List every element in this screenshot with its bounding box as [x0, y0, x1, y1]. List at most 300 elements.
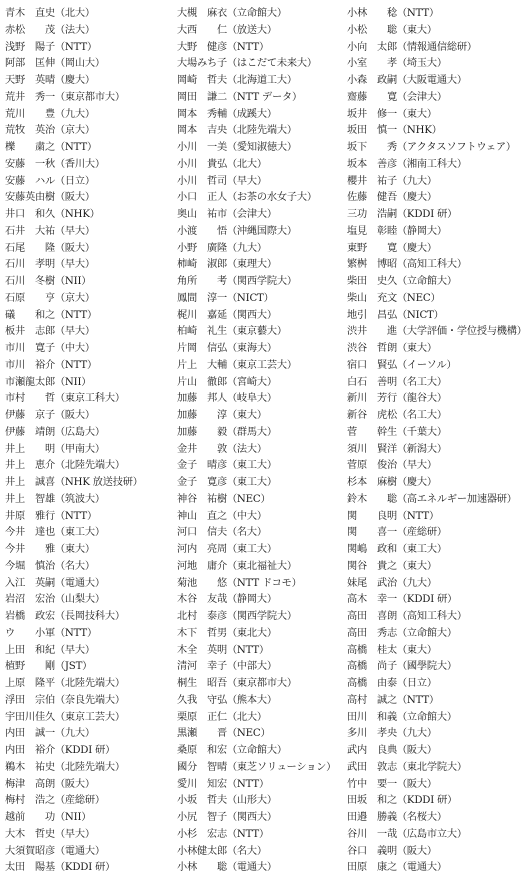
affiliation: （早大）: [54, 828, 95, 840]
affiliation: （東京都市大）: [54, 91, 125, 103]
person-name: 加藤 淳: [177, 410, 227, 421]
person-name: 井上 明: [5, 443, 55, 455]
affiliation: （NICT）: [226, 292, 274, 304]
affiliation: （阪大）: [54, 410, 95, 421]
person-name: 大木 哲史: [5, 828, 55, 840]
list-item: [5, 123, 177, 140]
list-item: [5, 56, 177, 73]
list-item: [5, 241, 177, 258]
affiliation: （沖縄国際大）: [226, 225, 297, 237]
affiliation: （NHK）: [396, 125, 442, 137]
list-item: [347, 458, 513, 475]
affiliation: （九大）: [54, 108, 95, 120]
person-name: 田邉 勝義: [347, 812, 397, 823]
person-name: 内田 裕介: [5, 745, 55, 756]
list-item: [177, 609, 347, 626]
affiliation: （長岡技科大）: [54, 611, 125, 622]
list-item: [5, 425, 177, 442]
person-name: ウ 小軍: [5, 627, 55, 639]
affiliation: （東北大）: [226, 627, 277, 639]
person-name: 市川 裕介: [5, 359, 55, 371]
person-name: 上原 隆平: [5, 678, 55, 689]
list-item: [5, 442, 177, 459]
list-item: [177, 492, 347, 509]
list-item: [177, 659, 347, 676]
list-item: [347, 257, 513, 274]
person-name: 関 喜一: [347, 527, 397, 539]
list-item: [177, 760, 347, 777]
list-item: [5, 559, 177, 576]
list-item: [347, 726, 513, 743]
list-item: [5, 341, 177, 358]
affiliation: （千葉大）: [396, 426, 447, 438]
person-name: 荒川 豊: [5, 108, 55, 120]
person-name: 桑原 和宏: [177, 745, 227, 756]
list-item: [5, 157, 177, 174]
person-name: 金子 晴彦: [177, 460, 227, 472]
person-name: 小尻 智子: [177, 812, 227, 823]
list-item: [177, 676, 347, 693]
list-item: [347, 391, 513, 408]
affiliation: （NTT）: [226, 644, 270, 656]
list-item: [177, 140, 347, 157]
list-item: [347, 107, 513, 124]
person-name: 塩見 彰睦: [347, 225, 397, 237]
list-item: [5, 90, 177, 107]
person-name: 菊池 悠: [177, 577, 227, 589]
affiliation: （イーソル）: [396, 359, 457, 371]
list-item: [347, 576, 513, 593]
list-item: [5, 391, 177, 408]
affiliation: （阪大）: [396, 745, 437, 756]
list-item: [347, 710, 513, 727]
list-item: [177, 174, 347, 191]
person-name: 高田 秀志: [347, 627, 397, 639]
person-name: 杉本 麻樹: [347, 477, 397, 488]
affiliation: （山形大）: [226, 795, 277, 807]
person-name: 田原 康之: [347, 862, 397, 874]
person-name: 市村 哲: [5, 393, 55, 405]
list-item: [5, 408, 177, 425]
affiliation: （東京藝大）: [226, 326, 287, 338]
list-item: [177, 408, 347, 425]
list-item: [177, 592, 347, 609]
person-name: 石川 冬樹: [5, 276, 55, 287]
affiliation: （静岡大）: [396, 225, 447, 237]
affiliation: （立命館大）: [396, 711, 457, 723]
list-item: [347, 40, 513, 57]
member-list: [5, 6, 527, 874]
affiliation: （東大）: [396, 343, 437, 354]
list-item: [177, 73, 347, 90]
affiliation: （九大）: [226, 242, 267, 254]
list-item: [347, 73, 513, 90]
affiliation: （名工大）: [396, 376, 447, 388]
list-item: [177, 308, 347, 325]
affiliation: （名工大）: [396, 410, 447, 421]
person-name: 田川 和義: [347, 711, 397, 723]
person-name: 柴田 史久: [347, 276, 397, 287]
person-name: 梅津 高朗: [5, 778, 55, 790]
affiliation: （九大）: [396, 577, 437, 589]
list-item: [177, 107, 347, 124]
person-name: 板井 志郎: [5, 326, 55, 338]
person-name: 繁桝 博昭: [347, 259, 397, 271]
person-name: 小坂 哲夫: [177, 795, 227, 807]
person-name: 安藤 ハル: [5, 175, 55, 187]
person-name: 梅村 浩之: [5, 795, 55, 807]
person-name: 栗原 正仁: [177, 711, 227, 723]
list-item: [347, 509, 513, 526]
affiliation: （北大）: [54, 8, 95, 19]
affiliation: （東大）: [54, 544, 95, 555]
affiliation: （広島大）: [54, 426, 105, 438]
affiliation: （静岡大）: [226, 594, 277, 606]
affiliation: （北大）: [226, 158, 267, 170]
person-name: 梶川 嘉延: [177, 309, 227, 321]
affiliation: （早大）: [54, 326, 95, 338]
list-item: [347, 659, 513, 676]
person-name: 井上 誠喜: [5, 477, 55, 488]
person-name: 入江 英嗣: [5, 577, 55, 589]
list-item: [177, 241, 347, 258]
affiliation: （慶大）: [396, 242, 437, 254]
list-item: [177, 509, 347, 526]
list-item: [347, 743, 513, 760]
list-item: [347, 324, 527, 341]
person-name: 大場みち子: [177, 58, 227, 70]
person-name: 大須賀昭彦: [5, 845, 55, 857]
person-name: 谷川 一哉: [347, 828, 397, 840]
person-name: 菅原 俊治: [347, 460, 397, 472]
person-name: 木全 英明: [177, 644, 227, 656]
affiliation: （電通大）: [226, 862, 277, 874]
person-name: 井口 和久: [5, 209, 55, 220]
list-item: [177, 844, 347, 861]
list-item: [347, 609, 513, 626]
person-name: 神谷 祐樹: [177, 493, 227, 505]
affiliation: （NII）: [54, 276, 92, 287]
list-item: [347, 425, 513, 442]
affiliation: （NTT）: [226, 778, 270, 790]
affiliation: （会津大）: [226, 209, 277, 220]
list-item: [347, 140, 516, 157]
affiliation: （國學院大）: [396, 661, 457, 673]
person-name: 金子 寛彦: [177, 477, 227, 488]
list-item: [177, 442, 347, 459]
affiliation: （立命館大）: [396, 627, 457, 639]
person-name: 櫻井 祐子: [347, 175, 397, 187]
affiliation: （東理大）: [226, 259, 277, 271]
affiliation: （電通大）: [54, 577, 105, 589]
list-item: [5, 458, 177, 475]
person-name: 片岡 信弘: [177, 343, 227, 354]
person-name: 今井 達也: [5, 527, 55, 539]
person-name: 宇田川佳久: [5, 711, 55, 723]
affiliation: （愛知淑徳大）: [226, 142, 297, 153]
list-item: [177, 458, 347, 475]
person-name: 柿崎 淑郎: [177, 259, 227, 271]
list-item: [177, 626, 347, 643]
column-1: [5, 6, 177, 874]
affiliation: （東北福祉大）: [226, 560, 297, 572]
affiliation: （群馬大）: [226, 426, 277, 438]
affiliation: （山梨大）: [54, 594, 105, 606]
person-name: 小向 太郎: [347, 41, 397, 53]
affiliation: （熊本大）: [226, 694, 277, 706]
affiliation: （NTT）: [54, 359, 98, 371]
affiliation: （東大）: [396, 560, 437, 572]
list-item: [5, 726, 177, 743]
person-name: 内田 誠一: [5, 728, 55, 740]
person-name: 神山 直之: [177, 510, 227, 522]
list-item: [347, 525, 513, 542]
list-item: [347, 207, 513, 224]
list-item: [5, 190, 177, 207]
affiliation: （高知工科大）: [396, 611, 467, 622]
affiliation: （JST）: [54, 661, 93, 673]
affiliation: （東大）: [396, 108, 437, 120]
person-name: 田坂 和之: [347, 795, 397, 807]
list-item: [177, 693, 347, 710]
affiliation: （NTT）: [226, 41, 270, 53]
affiliation: （KDDI 研）: [54, 862, 116, 874]
list-item: [5, 492, 177, 509]
affiliation: （情報通信総研）: [396, 41, 477, 53]
affiliation: （東京工科大）: [54, 393, 125, 405]
list-item: [177, 90, 347, 107]
affiliation: （香川大）: [54, 158, 105, 170]
list-item: [347, 442, 513, 459]
affiliation: （広島市立大）: [396, 828, 467, 840]
person-name: 河内 亮周: [177, 544, 227, 555]
affiliation: （NTT）: [54, 309, 98, 321]
list-item: [347, 475, 513, 492]
person-name: 小口 正人: [177, 192, 227, 204]
person-name: 礒 和之: [5, 309, 55, 321]
affiliation: （東大）: [226, 410, 267, 421]
affiliation: （NEC）: [226, 493, 271, 505]
person-name: 角所 考: [177, 276, 227, 287]
person-name: 浅野 陽子: [5, 41, 55, 53]
list-item: [347, 492, 517, 509]
person-name: 岡本 吉央: [177, 125, 227, 137]
list-item: [5, 760, 177, 777]
affiliation: （北陸先端大）: [54, 761, 125, 773]
person-name: 小林 稔: [347, 8, 397, 19]
person-name: 植野 剛: [5, 661, 55, 673]
list-item: [177, 810, 347, 827]
affiliation: （電通大）: [54, 845, 105, 857]
list-item: [5, 844, 177, 861]
list-item: [5, 358, 177, 375]
person-name: 赤松 茂: [5, 24, 55, 36]
person-name: 加藤 毅: [177, 426, 227, 438]
person-name: 奥山 祐市: [177, 209, 227, 220]
person-name: 東野 寛: [347, 242, 397, 254]
affiliation: （高知工科大）: [396, 259, 467, 271]
person-name: 加藤 邦人: [177, 393, 227, 405]
list-item: [347, 860, 513, 877]
affiliation: （北大）: [226, 711, 267, 723]
affiliation: （NHK）: [54, 209, 100, 220]
list-item: [347, 341, 513, 358]
affiliation: （NTT）: [54, 510, 98, 522]
affiliation: （東北学院大）: [396, 761, 467, 773]
list-item: [5, 643, 177, 660]
list-item: [5, 693, 177, 710]
list-item: [177, 542, 347, 559]
person-name: 今堀 慎治: [5, 560, 55, 572]
affiliation: （東京都市大）: [226, 678, 297, 689]
person-name: 須川 賢洋: [347, 443, 397, 455]
person-name: 小室 孝: [347, 58, 397, 70]
list-item: [347, 676, 513, 693]
list-item: [5, 73, 177, 90]
list-item: [5, 475, 177, 492]
person-name: 大野 健彦: [177, 41, 227, 53]
person-name: 渋井 進: [347, 326, 397, 338]
list-item: [177, 860, 347, 877]
person-name: 多川 孝央: [347, 728, 397, 740]
person-name: 関嶋 政和: [347, 544, 397, 555]
column-2: [177, 6, 347, 874]
person-name: 北村 泰彦: [177, 611, 227, 622]
affiliation: （NTT）: [54, 142, 98, 153]
affiliation: （大学評価・学位授与機構）: [396, 326, 527, 338]
person-name: 天野 英晴: [5, 75, 55, 86]
person-name: 関谷 貴之: [347, 560, 397, 572]
person-name: 井原 雅行: [5, 510, 55, 522]
person-name: 安藤 一秋: [5, 158, 55, 170]
affiliation: （北陸先端大）: [54, 460, 125, 472]
person-name: 石川 孝明: [5, 259, 55, 271]
list-item: [347, 308, 513, 325]
person-name: 三功 浩嗣: [347, 209, 397, 220]
list-item: [5, 257, 177, 274]
list-item: [5, 793, 177, 810]
affiliation: （名大）: [54, 560, 95, 572]
person-name: 佐藤 健吾: [347, 192, 397, 204]
list-item: [5, 626, 177, 643]
list-item: [5, 291, 177, 308]
affiliation: （中大）: [226, 510, 267, 522]
affiliation: （九大）: [396, 175, 437, 187]
affiliation: （アクタスソフトウェア）: [396, 142, 516, 153]
list-item: [347, 810, 513, 827]
person-name: 桐生 昭吾: [177, 678, 227, 689]
list-item: [5, 140, 177, 157]
person-name: 片山 徹郎: [177, 376, 227, 388]
affiliation: （NHK 放送技研）: [54, 477, 143, 488]
list-item: [347, 291, 513, 308]
person-name: 坂田 慎一: [347, 125, 397, 137]
list-item: [347, 542, 513, 559]
person-name: 市瀬龍太郎: [5, 376, 55, 388]
person-name: 河地 庸介: [177, 560, 227, 572]
person-name: 安藤英由樹: [5, 192, 55, 204]
affiliation: （早大）: [396, 460, 437, 472]
list-item: [177, 525, 347, 542]
person-name: 鳳間 淳一: [177, 292, 227, 304]
list-item: [177, 207, 347, 224]
person-name: 妹尾 武治: [347, 577, 397, 589]
list-item: [5, 308, 177, 325]
affiliation: （北海道工大）: [226, 75, 297, 86]
person-name: 小川 一美: [177, 142, 227, 153]
affiliation: （NTT）: [396, 510, 440, 522]
affiliation: （成蹊大）: [226, 108, 277, 120]
person-name: 國分 智晴: [177, 761, 227, 773]
person-name: 高村 誠之: [347, 694, 397, 706]
affiliation: （産総研）: [396, 527, 447, 539]
person-name: 太田 陽基: [5, 862, 55, 874]
list-item: [5, 659, 177, 676]
affiliation: （埼玉大）: [396, 58, 447, 70]
list-item: [177, 291, 347, 308]
affiliation: （慶大）: [396, 192, 437, 204]
affiliation: （東大）: [396, 24, 437, 36]
person-name: 荒井 秀一: [5, 91, 55, 103]
list-item: [177, 827, 347, 844]
affiliation: （宮崎大）: [226, 376, 277, 388]
affiliation: （慶大）: [396, 477, 437, 488]
person-name: 高橋 尚子: [347, 661, 397, 673]
affiliation: （阪大）: [54, 242, 95, 254]
list-item: [5, 777, 177, 794]
person-name: 青木 直史: [5, 8, 55, 19]
list-item: [177, 726, 347, 743]
affiliation: （東工大）: [226, 460, 277, 472]
affiliation: （阪大）: [54, 778, 95, 790]
list-item: [347, 123, 513, 140]
list-item: [177, 643, 347, 660]
person-name: 伊藤 靖朗: [5, 426, 55, 438]
affiliation: （NTT）: [54, 41, 98, 53]
affiliation: （関西学院大）: [226, 611, 297, 622]
affiliation: （早大）: [54, 225, 95, 237]
person-name: 小林 聡: [177, 862, 227, 874]
list-item: [5, 592, 177, 609]
list-item: [5, 324, 177, 341]
person-name: 小川 哲司: [177, 175, 227, 187]
affiliation: （立命館大）: [226, 8, 287, 19]
affiliation: （関西大）: [226, 812, 277, 823]
affiliation: （NTT）: [396, 694, 440, 706]
list-item: [347, 224, 513, 241]
list-item: [177, 777, 347, 794]
affiliation: （立命館大）: [226, 745, 287, 756]
person-name: 岩橋 政宏: [5, 611, 55, 622]
person-name: 小野 廣隆: [177, 242, 227, 254]
affiliation: （高エネルギー加速器研）: [396, 493, 517, 505]
person-name: 小松 聡: [347, 24, 397, 36]
affiliation: （早大）: [54, 644, 95, 656]
person-name: 木谷 友哉: [177, 594, 227, 606]
person-name: 井上 智雄: [5, 493, 55, 505]
list-item: [347, 760, 513, 777]
person-name: 菅 幹生: [347, 426, 397, 438]
affiliation: （阪大）: [396, 778, 437, 790]
affiliation: （放送大）: [226, 24, 277, 36]
affiliation: （立命館大）: [396, 276, 457, 287]
person-name: 櫟 粛之: [5, 142, 55, 153]
list-item: [347, 626, 513, 643]
list-item: [177, 710, 347, 727]
person-name: 鈴木 聡: [347, 493, 397, 505]
list-item: [347, 274, 513, 291]
list-item: [177, 391, 347, 408]
